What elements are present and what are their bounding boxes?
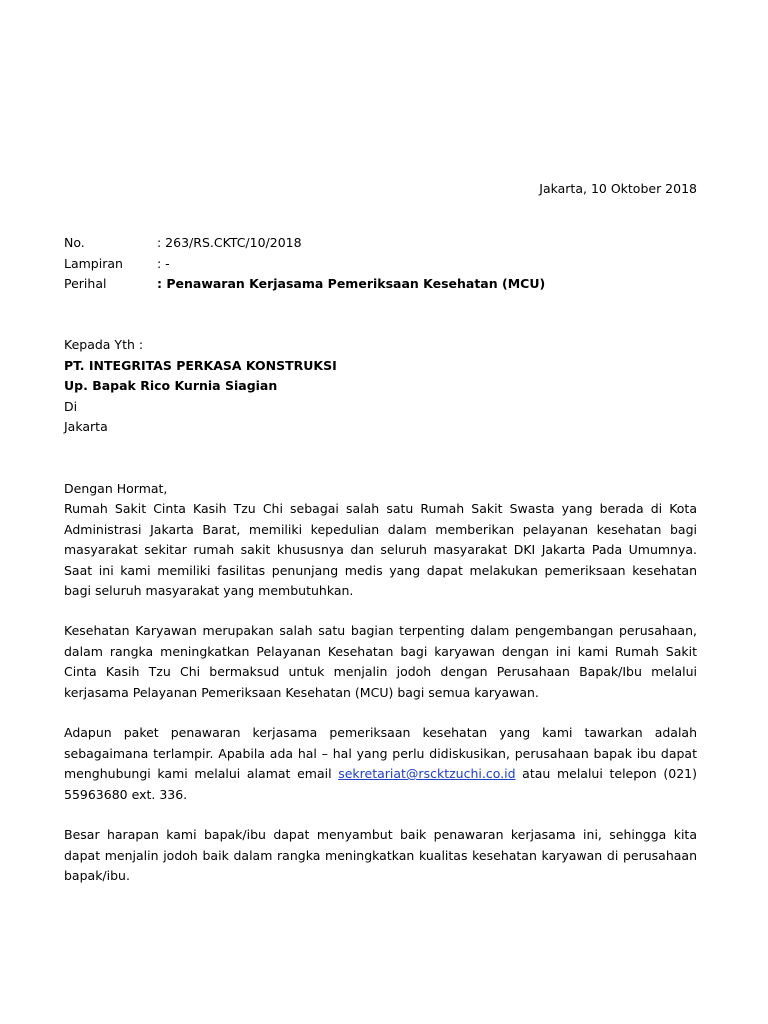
- meta-value-attachment: : -: [157, 255, 170, 271]
- meta-label-number: No.: [64, 235, 85, 250]
- recipient-attention: Up. Bapak Rico Kurnia Siagian: [64, 378, 278, 393]
- paragraph-closing: Besar harapan kami bapak/ibu dapat menyambut baik penawaran kerjasama ini, sehingga kita dapat menjalin jodoh baik dalam rangka meningkatkan kualitas kesehatan karyawan di perusahaan bapak/ibu.: [64, 827, 697, 883]
- greeting: Dengan Hormat,: [64, 481, 168, 496]
- recipient-salutation: Kepada Yth :: [64, 337, 144, 352]
- letter-meta: [64, 233, 697, 295]
- letter-date: Jakarta, 10 Oktober 2018: [539, 181, 697, 196]
- meta-label-attachment: Lampiran: [64, 255, 123, 271]
- meta-row-number: [64, 233, 697, 254]
- meta-row-subject: [64, 274, 697, 295]
- meta-value-subject: : Penawaran Kerjasama Pemeriksaan Kesehatan (MCU): [157, 276, 546, 291]
- recipient-di: Di: [64, 398, 78, 414]
- recipient-block: [64, 335, 697, 438]
- letter-page: [64, 0, 697, 1024]
- paragraph-contact-text-after: atau melalui telepon (021) 55963680 ext. 336.: [64, 766, 697, 802]
- email-link[interactable]: sekretariat@rscktzuchi.co.id: [338, 766, 516, 781]
- recipient-city: Jakarta: [64, 419, 108, 434]
- paragraph-purpose: Kesehatan Karyawan merupakan salah satu bagian terpenting dalam pengembangan perusahaan, dalam rangka meningkatkan Pelayanan Kesehatan bagi karyawan dengan ini kami Rumah Sakit Cinta Kasih Tzu Chi bermaksud untuk menjalin jodoh dengan Perusahaan Bapak/Ibu melalui kerjasama Pelayanan Pemeriksaan Kesehatan (MCU) bagi semua karyawan.: [64, 623, 697, 700]
- paragraph-contact-text-before: Adapun paket penawaran kerjasama pemeriksaan kesehatan yang kami tawarkan adalah sebagaimana terlampir. Apabila ada hal – hal yang perlu didiskusikan, perusahaan bapak ibu dapat menghubungi kami melalui alamat email: [64, 725, 697, 781]
- recipient-company: PT. INTEGRITAS PERKASA KONSTRUKSI: [64, 357, 337, 373]
- meta-value-number: : 263/RS.CKTC/10/2018: [157, 235, 302, 250]
- paragraph-intro: Rumah Sakit Cinta Kasih Tzu Chi sebagai salah satu Rumah Sakit Swasta yang berada di Kota Administrasi Jakarta Barat, memiliki kepedulian dalam memberikan pelayanan kesehatan bagi masyarakat sekitar rumah sakit khususnya dan seluruh masyarakat DKI Jakarta Pada Umumnya. Saat ini kami memiliki fasilitas penunjang medis yang dapat melakukan pemeriksaan kesehatan bagi seluruh masyarakat yang membutuhkan.: [64, 501, 697, 598]
- meta-row-attachment: [64, 254, 697, 275]
- paragraph-contact: [64, 723, 697, 805]
- meta-label-subject: Perihal: [64, 276, 107, 291]
